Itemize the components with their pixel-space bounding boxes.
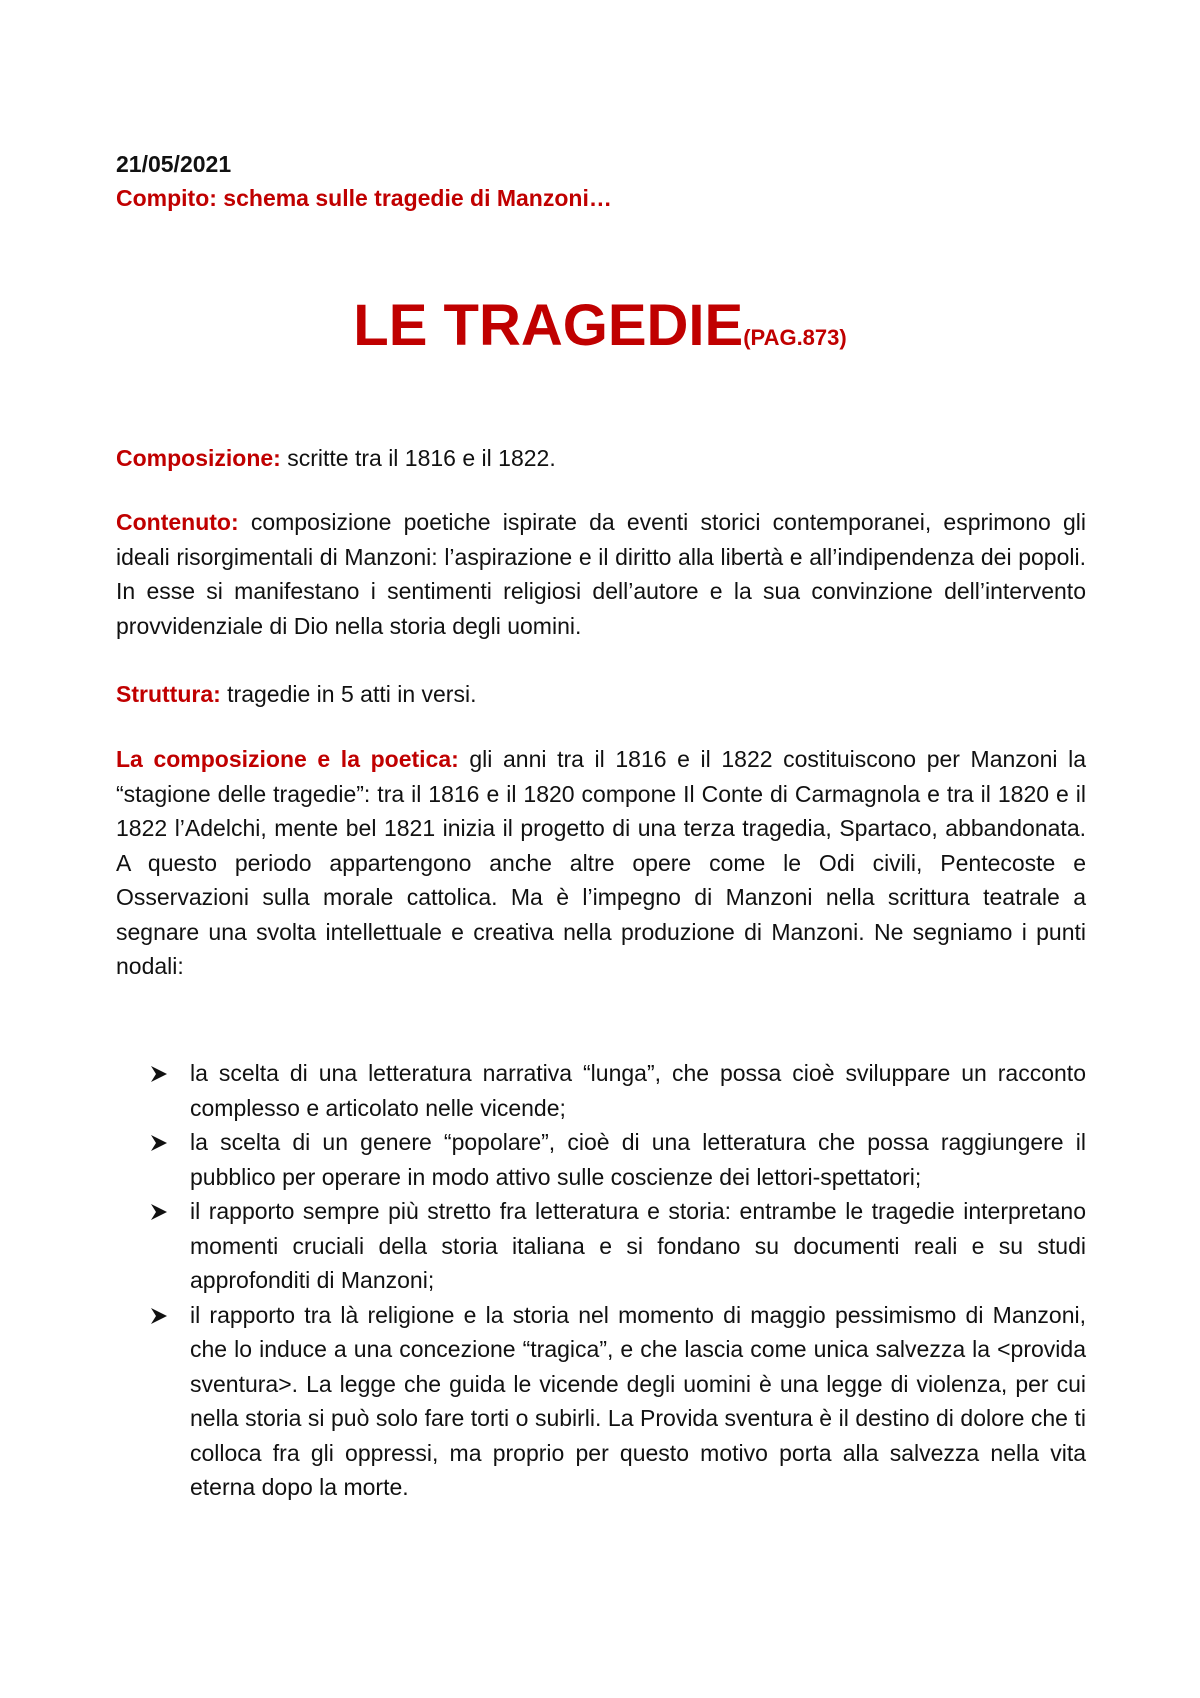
section-label: La composizione e la poetica: [116,746,459,772]
title-page-reference: (PAG.873) [743,325,847,350]
arrowhead-bullet-icon [150,1203,168,1221]
section-composizione [116,441,1086,476]
title-main: LE TRAGEDIE [353,293,744,358]
task-heading: Compito: schema sulle tragedie di Manzoni… [116,185,612,211]
section-label: Struttura: [116,681,221,707]
list-item-text: la scelta di un genere “popolare”, cioè di una letteratura che possa raggiungere il pubblico per operare in modo attivo sulle coscienze dei lettori-spettatori; [190,1129,1086,1190]
list-item-text: il rapporto sempre più stretto fra letteratura e storia: entrambe le tragedie interpretano momenti cruciali della storia italiana e si fondano su documenti reali e su studi approfonditi di Manzoni; [190,1198,1086,1293]
section-poetica [116,742,1086,984]
section-contenuto [116,505,1086,643]
list-item-text: il rapporto tra là religione e la storia nel momento di maggio pessimismo di Manzoni, che lo induce a una concezione “tragica”, e che lascia come unica salvezza la <provida sventura>. La legge che guida le vicende degli uomini è una legge di violenza, per cui nella storia si può solo fare torti o subirli. La Provida sventura è il destino di dolore che ti colloca fra gli oppressi, ma proprio per questo motivo porta alla salvezza nella vita eterna dopo la morte. [190,1301,1086,1500]
section-text: composizione poetiche ispirate da eventi storici contemporanei, esprimono gli ideali risorgimentali di Manzoni: l’aspirazione e il diritto alla libertà e all’indipendenza dei popoli. In esse si manifestano i sentimenti religiosi dell’autore e la sua convinzione dell’intervento provvidenziale di Dio nella storia degli uomini. [116,509,1086,639]
section-struttura [116,677,1086,712]
arrowhead-bullet-icon [150,1065,168,1083]
section-text: gli anni tra il 1816 e il 1822 costituiscono per Manzoni la “stagione delle tragedie”: tra il 1816 e il 1820 compone Il Conte di Carmagnola e tra il 1820 e il 1822 l’Adelchi, mente bel 1821 inizia il progetto di una terza tragedia, Spartaco, abbandonata. A questo periodo appartengono anche altre opere come le Odi civili, Pentecoste e Osservazioni sulla morale cattolica. Ma è l’impegno di Manzoni nella scrittura teatrale a segnare una svolta intellettuale e creativa nella produzione di Manzoni. Ne segniamo i punti nodali: [116,746,1086,979]
arrowhead-bullet-icon [150,1134,168,1152]
list-item-text: la scelta di una letteratura narrativa “lunga”, che possa cioè sviluppare un racconto complesso e articolato nelle vicende; [190,1060,1086,1121]
list-item [116,1194,1086,1298]
section-label: Composizione: [116,445,281,471]
list-item [116,1125,1086,1194]
section-text: tragedie in 5 atti in versi. [220,681,477,707]
list-item [116,1056,1086,1125]
key-points-list [116,1056,1086,1505]
document-date: 21/05/2021 [116,151,232,177]
list-item [116,1298,1086,1505]
section-label: Contenuto: [116,509,239,535]
section-text: scritte tra il 1816 e il 1822. [280,445,556,471]
page-title [0,292,1200,359]
arrowhead-bullet-icon [150,1307,168,1325]
